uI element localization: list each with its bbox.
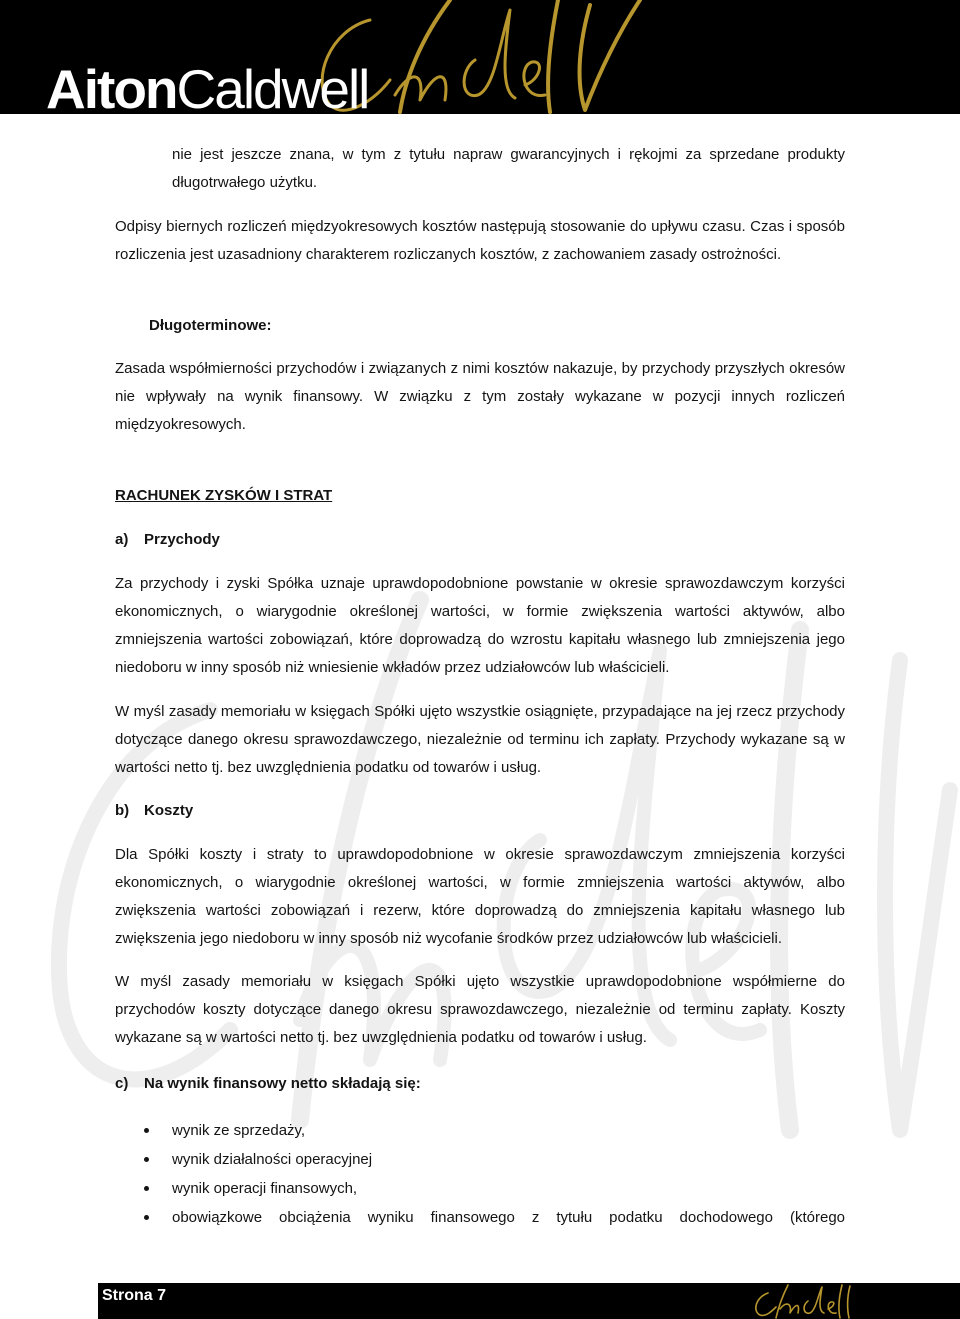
subheading-title: Przychody: [144, 531, 220, 548]
list-item: obowiązkowe obciążenia wyniku finansowego z tytułu podatku dochodowego (którego: [140, 1203, 845, 1232]
subheading-koszty: [115, 801, 193, 821]
result-components-list: [140, 1116, 845, 1232]
subheading-przychody: [115, 530, 220, 550]
page-footer: [98, 1283, 960, 1319]
page-header: [0, 0, 960, 114]
list-item: wynik ze sprzedaży,: [140, 1116, 845, 1145]
footer-signature-icon: [748, 1283, 858, 1319]
paragraph-zasada: Zasada współmierności przychodów i związanych z nimi kosztów nakazuje, by przychody przyszłych okresów nie wpływały na wynik finansowy. W związku z tym zostały wykazane w pozycji innych rozliczeń międzyokresowych.: [115, 360, 845, 433]
paragraph-odpisy: Odpisy biernych rozliczeń międzyokresowych kosztów następują stosowanie do upływu czasu. Czas i sposób rozliczenia jest uzasadniony charakterem rozliczanych kosztów, z zachowaniem zasady ostrożności.: [115, 218, 845, 263]
list-item: wynik działalności operacyjnej: [140, 1145, 845, 1174]
section-title: [115, 486, 332, 506]
list-item: wynik operacji finansowych,: [140, 1174, 845, 1203]
brand-logo-text: [46, 58, 369, 114]
brand-name-part2: Caldwell: [176, 58, 369, 114]
paragraph-koszty-1: Dla Spółki koszty i straty to uprawdopodobnione w okresie sprawozdawczym zmniejszenia korzyści ekonomicznych, o wiarygodnie określonej wartości, w formie zmniejszenia wartości aktywów, albo zwiększenia wartości zobowiązań i rezerw, które doprowadzą do zmniejszenia kapitału własnego lub zwiększenia jego niedoboru w inny sposób niż wycofanie środków przez udziałowców lub właścicieli.: [115, 846, 845, 947]
page-number: Strona 7: [102, 1287, 167, 1304]
section-title-text: RACHUNEK ZYSKÓW I STRAT: [115, 487, 333, 504]
subheading-label: c): [115, 1075, 129, 1092]
subheading-title: Na wynik finansowy netto składają się:: [144, 1075, 421, 1092]
brand-name-part1: Aiton: [46, 58, 177, 114]
heading-dlugoterminowe: Długoterminowe:: [149, 317, 272, 334]
paragraph-przychody-2: W myśl zasady memoriału w księgach Spółki ujęto wszystkie osiągnięte, przypadające na jej rzecz przychody dotyczące danego okresu sprawozdawczego, niezależnie od terminu ich zapłaty. Przychody wykazane są w wartości netto tj. bez uwzględnienia podatku od towarów i usług.: [115, 703, 845, 776]
subheading-title: Koszty: [144, 802, 194, 819]
paragraph-przychody-1: Za przychody i zyski Spółka uznaje uprawdopodobnione powstanie w okresie sprawozdawczym korzyści ekonomicznych, o wiarygodnie określonej wartości, w formie zwiększenia wartości aktywów, albo zmniejszenia wartości zobowiązań, które doprowadzą do wzrostu kapitału własnego lub zmniejszenia jego niedoboru w inny sposób niż wniesienie wkładów przez udziałowców lub właścicieli.: [115, 575, 845, 676]
subheading-label: b): [115, 802, 130, 819]
subheading-wynik: [115, 1074, 421, 1094]
paragraph-koszty-2: W myśl zasady memoriału w księgach Spółki ujęto wszystkie uprawdopodobnione współmierne do przychodów koszty dotyczące danego okresu sprawozdawczego, niezależnie od terminu zapłaty. Koszty wykazane są w wartości netto tj. bez uwzględnienia podatku od towarów i usług.: [115, 973, 845, 1046]
paragraph-continuation: nie jest jeszcze znana, w tym z tytułu napraw gwarancyjnych i rękojmi za sprzedane produkty długotrwałego użytku.: [172, 146, 845, 191]
subheading-label: a): [115, 531, 129, 548]
